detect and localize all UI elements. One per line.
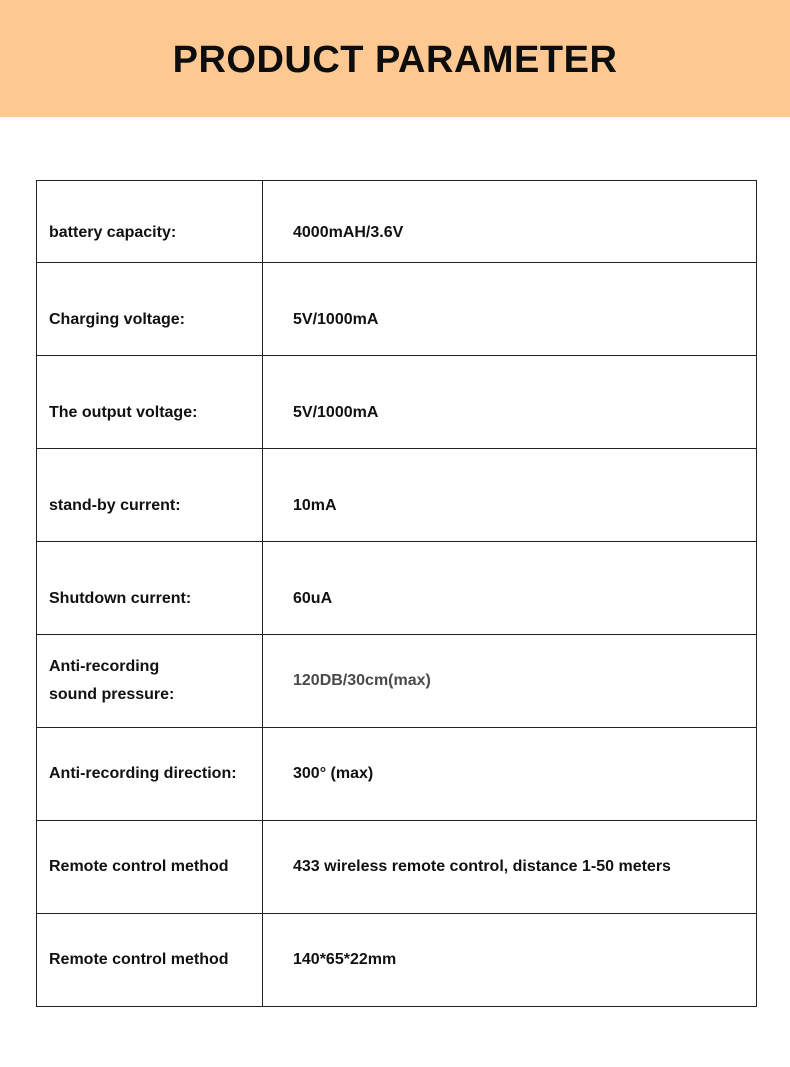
- parameter-label: Shutdown current:: [37, 542, 263, 635]
- header-banner: [0, 0, 790, 117]
- page-title: PRODUCT PARAMETER: [172, 39, 618, 81]
- table-row: [37, 914, 757, 1007]
- table-row: [37, 635, 757, 728]
- table-row: [37, 542, 757, 635]
- parameter-label: Remote control method: [37, 821, 263, 914]
- table-row: [37, 449, 757, 542]
- parameter-label: Remote control method: [37, 914, 263, 1007]
- parameter-value: 433 wireless remote control, distance 1-50 meters: [263, 821, 757, 914]
- table-row: [37, 181, 757, 263]
- parameter-value: 120DB/30cm(max): [263, 635, 757, 728]
- parameter-label: stand-by current:: [37, 449, 263, 542]
- table-row: [37, 728, 757, 821]
- parameter-label: Anti-recording direction:: [37, 728, 263, 821]
- parameter-value: 140*65*22mm: [263, 914, 757, 1007]
- parameter-value: 5V/1000mA: [263, 263, 757, 356]
- table-row: [37, 821, 757, 914]
- parameter-value: 60uA: [263, 542, 757, 635]
- table-row: [37, 263, 757, 356]
- parameter-label: battery capacity:: [37, 181, 263, 263]
- parameter-label: The output voltage:: [37, 356, 263, 449]
- parameter-label: Charging voltage:: [37, 263, 263, 356]
- parameter-value: 300° (max): [263, 728, 757, 821]
- parameter-label: Anti-recording sound pressure:: [37, 635, 263, 728]
- table-row: [37, 356, 757, 449]
- parameter-value: 10mA: [263, 449, 757, 542]
- parameter-table: [36, 180, 757, 1007]
- parameter-value: 5V/1000mA: [263, 356, 757, 449]
- parameter-value: 4000mAH/3.6V: [263, 181, 757, 263]
